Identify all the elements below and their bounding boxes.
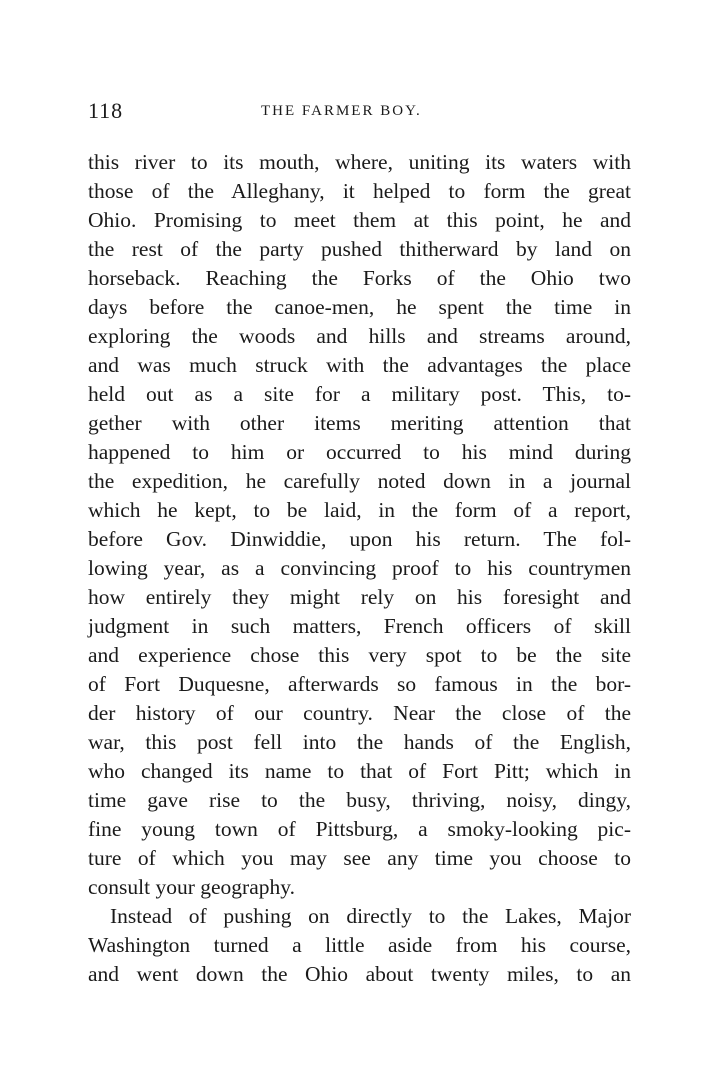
text-line: judgment in such matters, French officers of skill (88, 614, 631, 638)
text-line: Ohio. Promising to meet them at this point, he and (88, 208, 631, 232)
text-line: time gave rise to the busy, thriving, noisy, dingy, (88, 788, 631, 812)
text-line: happened to him or occurred to his mind during (88, 440, 631, 464)
book-page (88, 98, 631, 986)
text-line: those of the Alleghany, it helped to form the great (88, 179, 631, 203)
text-line: which he kept, to be laid, in the form of a report, (88, 498, 631, 522)
text-line: of Fort Duquesne, afterwards so famous in the bor- (88, 672, 631, 696)
text-line: lowing year, as a convincing proof to his countrymen (88, 556, 631, 580)
text-line: horseback. Reaching the Forks of the Ohio two (88, 266, 631, 290)
text-line: Washington turned a little aside from his course, (88, 933, 631, 957)
text-line: consult your geography. (88, 875, 295, 899)
running-title: THE FARMER BOY. (261, 103, 422, 119)
text-line: Instead of pushing on directly to the Lakes, Major (110, 904, 631, 928)
text-line: this river to its mouth, where, uniting its waters with (88, 150, 631, 174)
running-head (88, 98, 631, 126)
text-line: gether with other items meriting attention that (88, 411, 631, 435)
text-line: fine young town of Pittsburg, a smoky-looking pic- (88, 817, 631, 841)
text-line: held out as a site for a military post. This, to- (88, 382, 631, 406)
text-line: der history of our country. Near the close of the (88, 701, 631, 725)
text-line: before Gov. Dinwiddie, upon his return. The fol- (88, 527, 631, 551)
text-line: the rest of the party pushed thitherward by land on (88, 237, 631, 261)
text-line: war, this post fell into the hands of the English, (88, 730, 631, 754)
text-line: and experience chose this very spot to be the site (88, 643, 631, 667)
text-line: how entirely they might rely on his foresight and (88, 585, 631, 609)
text-line: ture of which you may see any time you choose to (88, 846, 631, 870)
body-text (88, 148, 631, 989)
text-line: days before the canoe-men, he spent the time in (88, 295, 631, 319)
text-line: who changed its name to that of Fort Pitt; which in (88, 759, 631, 783)
text-line: and was much struck with the advantages the place (88, 353, 631, 377)
text-line: and went down the Ohio about twenty miles, to an (88, 962, 631, 986)
text-line: exploring the woods and hills and streams around, (88, 324, 631, 348)
page-number: 118 (88, 98, 124, 123)
text-line: the expedition, he carefully noted down in a journal (88, 469, 631, 493)
